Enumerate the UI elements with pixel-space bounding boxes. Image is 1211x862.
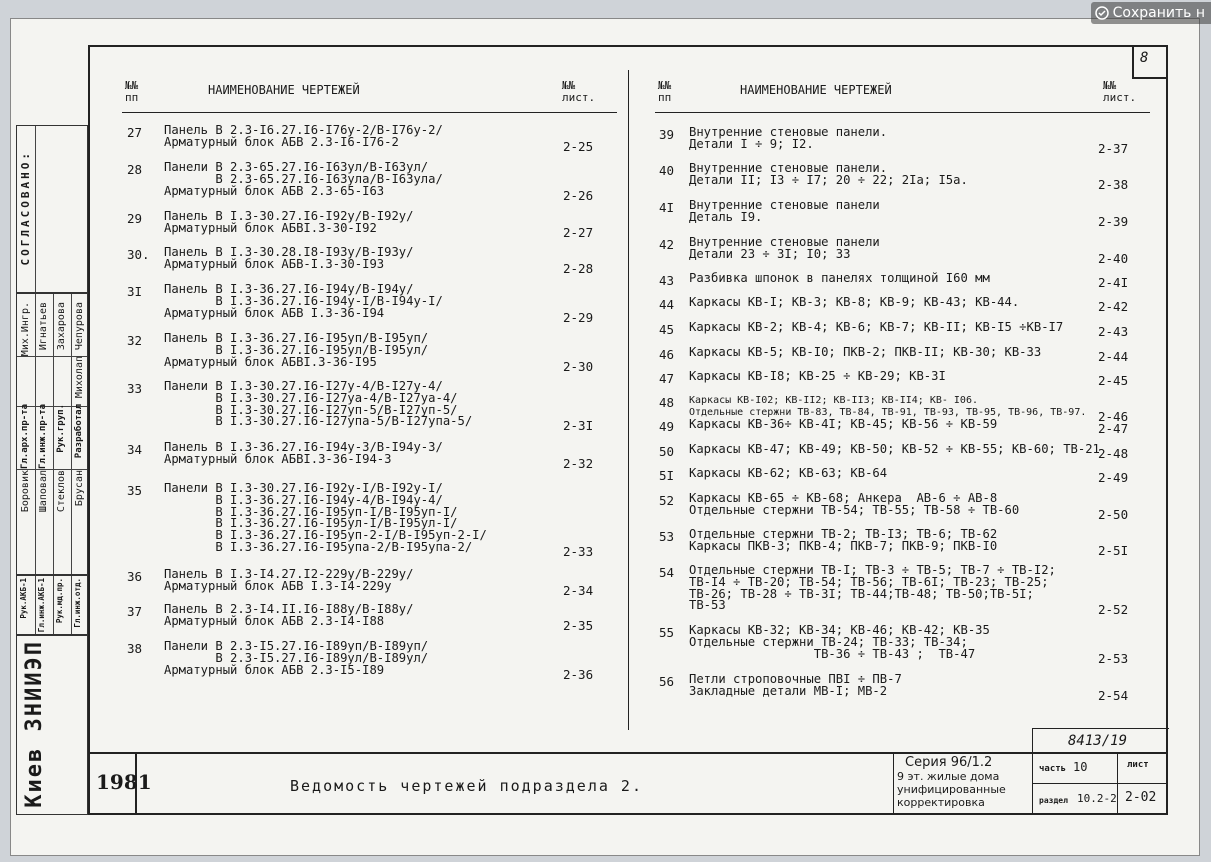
part-rule [1032, 783, 1168, 784]
row-sheet: 2-40 [1098, 250, 1129, 266]
row-number: 39 [659, 127, 675, 142]
title-rule [88, 752, 1168, 754]
row-number: 40 [659, 163, 675, 178]
row-number: 50 [659, 444, 675, 459]
part-label: часть [1039, 764, 1067, 774]
left-header-rule [122, 112, 617, 113]
row-number: 52 [659, 493, 675, 508]
series: Серия 96/1.2 [905, 755, 993, 770]
row-sheet: 2-34 [563, 582, 594, 598]
role-2: Гл.инж.пр-та [38, 404, 48, 470]
row-sheet: 2-28 [563, 260, 594, 276]
row-sheet: 2-52 [1098, 602, 1129, 618]
name-1: Боровик [20, 470, 31, 513]
row-title: Внутренние стеновые панели Детали 23 ÷ 3I; I0; 33 [689, 235, 880, 261]
row-number: 54 [659, 565, 675, 580]
row-sheet: 2-37 [1098, 140, 1129, 156]
row-sheet: 2-39 [1098, 213, 1129, 229]
row-number: 38 [127, 641, 143, 656]
year: 1981 [96, 770, 152, 794]
row-number: 29 [127, 211, 143, 226]
row-sheet: 2-42 [1098, 299, 1129, 314]
left-header-name: НАИМЕНОВАНИЕ ЧЕРТЕЖЕЙ [208, 83, 360, 97]
row-number: 45 [659, 322, 675, 337]
save-icon [1095, 6, 1109, 20]
desc-line-2: унифицированные [897, 783, 1006, 796]
right-header-sheet: №№ лист. [1103, 79, 1137, 104]
row-title: Каркасы КВ-62; КВ-63; КВ-64 [689, 466, 888, 480]
drawing-number: 8413/19 [1068, 733, 1128, 749]
row-sheet: 2-47 [1098, 421, 1129, 436]
row-sheet: 2-5I [1098, 542, 1129, 558]
row-number: 43 [659, 273, 675, 288]
row-number: 55 [659, 625, 675, 640]
row-sheet: 2-48 [1098, 446, 1129, 461]
row-title: Панели В 2.3-I5.27.I6-I89уп/В-I89уп/ В 2.3-I5.27.I6-I89ул/В-I89ул/ Арматурный блок АБВ 2.3-I5-I89 [164, 639, 429, 677]
page-number: 8 [1140, 50, 1149, 66]
right-header-num: №№ пп [658, 79, 672, 104]
row-sheet: 2-45 [1098, 373, 1129, 388]
name-3: Стеклов [56, 470, 67, 513]
row-sheet: 2-46 [1098, 408, 1129, 424]
row-number: 37 [127, 604, 143, 619]
row-title: Каркасы КВ-I; КВ-3; КВ-8; КВ-9; КВ-43; КВ-44. [689, 295, 1020, 309]
row-title: Каркасы КВ-5; КВ-I0; ПКВ-2; ПКВ-II; КВ-30; КВ-33 [689, 345, 1042, 359]
section-value: 10.2-2 [1077, 792, 1117, 805]
row-sheet: 2-35 [563, 617, 594, 633]
save-button[interactable] [1091, 2, 1211, 24]
right-header-name: НАИМЕНОВАНИЕ ЧЕРТЕЖЕЙ [740, 83, 892, 97]
org-name: Киев ЗНИИЭП [22, 640, 47, 808]
row-title: Каркасы КВ-I02; КВ-II2; КВ-II3; КВ-II4; КВ- I06. Отдельные стержни ТВ-83, ТВ-84, ТВ-91, ТВ-93, ТВ-95, ТВ-96, ТВ-97. [689, 395, 1087, 418]
row-title: Внутренние стеновые панели. Детали I ÷ 9; I2. [689, 125, 888, 151]
row-number: 49 [659, 419, 675, 434]
row-title: Каркасы КВ-47; КВ-49; КВ-50; КВ-52 ÷ КВ-55; КВ-60; ТВ-21 [689, 442, 1100, 456]
row-number: 30. [127, 247, 150, 262]
row-number: 28 [127, 162, 143, 177]
row-number: 4I [659, 200, 675, 215]
row-number: 34 [127, 442, 143, 457]
row-title: Панель В I.3-36.27.I6-I94у/В-I94у/ В I.3-36.27.I6-I94у-I/В-I94у-I/ Арматурный блок АБВ I.3-36-I94 [164, 282, 443, 320]
row-number: 47 [659, 371, 675, 386]
row-title: Панель В I.3-I4.27.I2-229у/В-229у/ Арматурный блок АБВ I.3-I4-229у [164, 567, 414, 593]
row-number: 35 [127, 483, 143, 498]
approver-2: Игнатьев [38, 302, 49, 351]
page-corner [1132, 45, 1168, 79]
name-4: Брусан [74, 470, 85, 507]
row-sheet: 2-26 [563, 187, 594, 203]
sheet-label: лист [1127, 760, 1149, 770]
row-number: 5I [659, 468, 675, 483]
row-sheet: 2-25 [563, 138, 594, 154]
role-4: Разработал [74, 404, 84, 459]
role-1: Гл.арх.пр-та [20, 404, 30, 470]
row-number: 36 [127, 569, 143, 584]
series-divider [893, 752, 894, 814]
row-number: 46 [659, 347, 675, 362]
row-title: Петли строповочные ПВI ÷ ПВ-7 Закладные детали МВ-I; МВ-2 [689, 672, 902, 698]
row-sheet: 2-36 [563, 666, 594, 682]
row-sheet: 2-32 [563, 455, 594, 471]
row-sheet: 2-4I [1098, 275, 1129, 290]
row-title: Панель В I.3-36.27.I6-I95уп/В-I95уп/ В I.3-36.27.I6-I95ул/В-I95ул/ Арматурный блок АБВI.3-36-I95 [164, 331, 429, 369]
save-label: Сохранить н [1112, 5, 1205, 21]
approver-5: Михолап [74, 356, 85, 399]
row-number: 32 [127, 333, 143, 348]
row-sheet: 2-33 [563, 544, 594, 559]
row-number: 33 [127, 381, 143, 396]
row-title: Разбивка шпонок в панелях толщиной I60 мм [689, 271, 990, 285]
sheet-value: 2-02 [1125, 790, 1157, 805]
row-sheet: 2-53 [1098, 650, 1129, 666]
row-title: Панели В I.3-30.27.I6-I27у-4/В-I27у-4/ В I.3-30.27.I6-I27уа-4/В-I27уа-4/ В I.3-30.27.I6-I27уп-5/В-I27уп-5/ В I.3-30.27.I6-I27упа-5/В-I27упа-5/ [164, 379, 473, 429]
desc-line-1: 9 эт. жилые дома [897, 770, 1000, 783]
section-label: раздел [1039, 796, 1068, 805]
left-header-num: №№ пп [125, 79, 139, 104]
approver-1: Мих.Ингр. [20, 302, 31, 357]
row-number: 44 [659, 297, 675, 312]
row-sheet: 2-29 [563, 309, 594, 325]
row-sheet: 2-50 [1098, 506, 1129, 522]
row-number: 56 [659, 674, 675, 689]
right-header-rule [655, 112, 1150, 113]
row-number: 53 [659, 529, 675, 544]
row-title: Каркасы КВ-36÷ КВ-4I; КВ-45; КВ-56 ÷ КВ-59 [689, 417, 998, 431]
row-sheet: 2-43 [1098, 324, 1129, 339]
row-title: Панель В 2.3-I6.27.I6-I76у-2/В-I76у-2/ Арматурный блок АБВ 2.3-I6-I76-2 [164, 123, 443, 149]
sheet-title: Ведомость чертежей подраздела 2. [290, 777, 643, 795]
approver-4: Чепурова [74, 302, 85, 351]
agreed-label: СОГЛАСОВАНО: [19, 150, 32, 266]
row-title: Внутренние стеновые панели Деталь I9. [689, 198, 880, 224]
left-header-sheet: №№ лист. [562, 79, 596, 104]
row-number: 48 [659, 395, 675, 410]
row-title: Отдельные стержни ТВ-2; ТВ-I3; ТВ-6; ТВ-62 Каркасы ПКВ-3; ПКВ-4; ПКВ-7; ПКВ-9; ПКВ-I0 [689, 527, 998, 553]
desc-line-3: корректировка [897, 796, 985, 809]
column-separator [628, 70, 629, 730]
row-sheet: 2-54 [1098, 687, 1129, 703]
row-title: Каркасы КВ-2; КВ-4; КВ-6; КВ-7; КВ-II; КВ-I5 ÷КВ-I7 [689, 320, 1064, 334]
row-number: 42 [659, 237, 675, 252]
lower-role-3: Рук.мд.пр. [55, 578, 64, 624]
row-title: Панели В I.3-30.27.I6-I92у-I/В-I92у-I/ В I.3-36.27.I6-I94у-4/В-I94у-4/ В I.3-36.27.I6-I95уп-I/В-I95уп-I/ В I.3-36.27.I6-I95ул-I/В-I95ул-I/ В I.3-36.27.I6-I95уп-2-I/В-I95уп-2-I/ В I.3-36.27.I6-I95упа-2/В-I95упа-2/ [164, 481, 487, 554]
row-title: Внутренние стеновые панели. Детали II; I3 ÷ I7; 20 ÷ 22; 2Iа; I5а. [689, 161, 968, 187]
row-title: Панель В I.3-30.27.I6-I92у/В-I92у/ Арматурный блок АБВI.3-30-I92 [164, 209, 414, 235]
row-title: Каркасы КВ-32; КВ-34; КВ-46; КВ-42; КВ-35 Отдельные стержни ТВ-24; ТВ-33; ТВ-34; ТВ-36 ÷ ТВ-43 ; ТВ-47 [689, 623, 990, 661]
row-title: Панель В I.3-36.27.I6-I94у-3/В-I94у-3/ Арматурный блок АБВI.3-36-I94-3 [164, 440, 443, 466]
row-title: Панель В I.3-30.28.I8-I93у/В-I93у/ Арматурный блок АБВ-I.3-30-I93 [164, 245, 414, 271]
row-title: Панель В 2.3-I4.II.I6-I88у/В-I88у/ Арматурный блок АБВ 2.3-I4-I88 [164, 602, 414, 628]
row-sheet: 2-49 [1098, 470, 1129, 485]
row-sheet: 2-44 [1098, 349, 1129, 364]
row-number: 27 [127, 125, 143, 140]
row-sheet: 2-30 [563, 358, 594, 374]
role-3: Рук.груп. [56, 404, 66, 453]
part-value: 10 [1073, 760, 1088, 774]
lower-role-1: Рук.АКБ-1 [19, 578, 28, 619]
row-sheet: 2-3I [563, 418, 594, 434]
row-title: Панели В 2.3-65.27.I6-I63ул/В-I63ул/ В 2.3-65.27.I6-I63ула/В-I63ула/ Арматурный блок АБВ 2.3-65-I63 [164, 160, 443, 198]
approver-3: Захарова [56, 302, 67, 351]
lower-role-4: Гл.инж.отд. [73, 578, 82, 628]
row-title: Отдельные стержни ТВ-I; ТВ-3 ÷ ТВ-5; ТВ-7 ÷ ТВ-I2; ТВ-I4 ÷ ТВ-20; ТВ-54; ТВ-56; ТВ-6I; ТВ-23; ТВ-25; ТВ-26; ТВ-28 ÷ ТВ-3I; ТВ-44;ТВ-48; ТВ-50;ТВ-5I; ТВ-53 [689, 563, 1056, 613]
row-title: Каркасы КВ-65 ÷ КВ-68; Анкера АВ-6 ÷ АВ-8 Отдельные стержни ТВ-54; ТВ-55; ТВ-58 ÷ ТВ-60 [689, 491, 1020, 517]
row-sheet: 2-38 [1098, 176, 1129, 192]
row-number: 3I [127, 284, 143, 299]
name-2: Шаповал [38, 470, 49, 513]
lower-role-2: Гл.инж.АКБ-1 [37, 578, 46, 633]
row-title: Каркасы КВ-I8; КВ-25 ÷ КВ-29; КВ-3I [689, 369, 946, 383]
row-sheet: 2-27 [563, 224, 594, 240]
